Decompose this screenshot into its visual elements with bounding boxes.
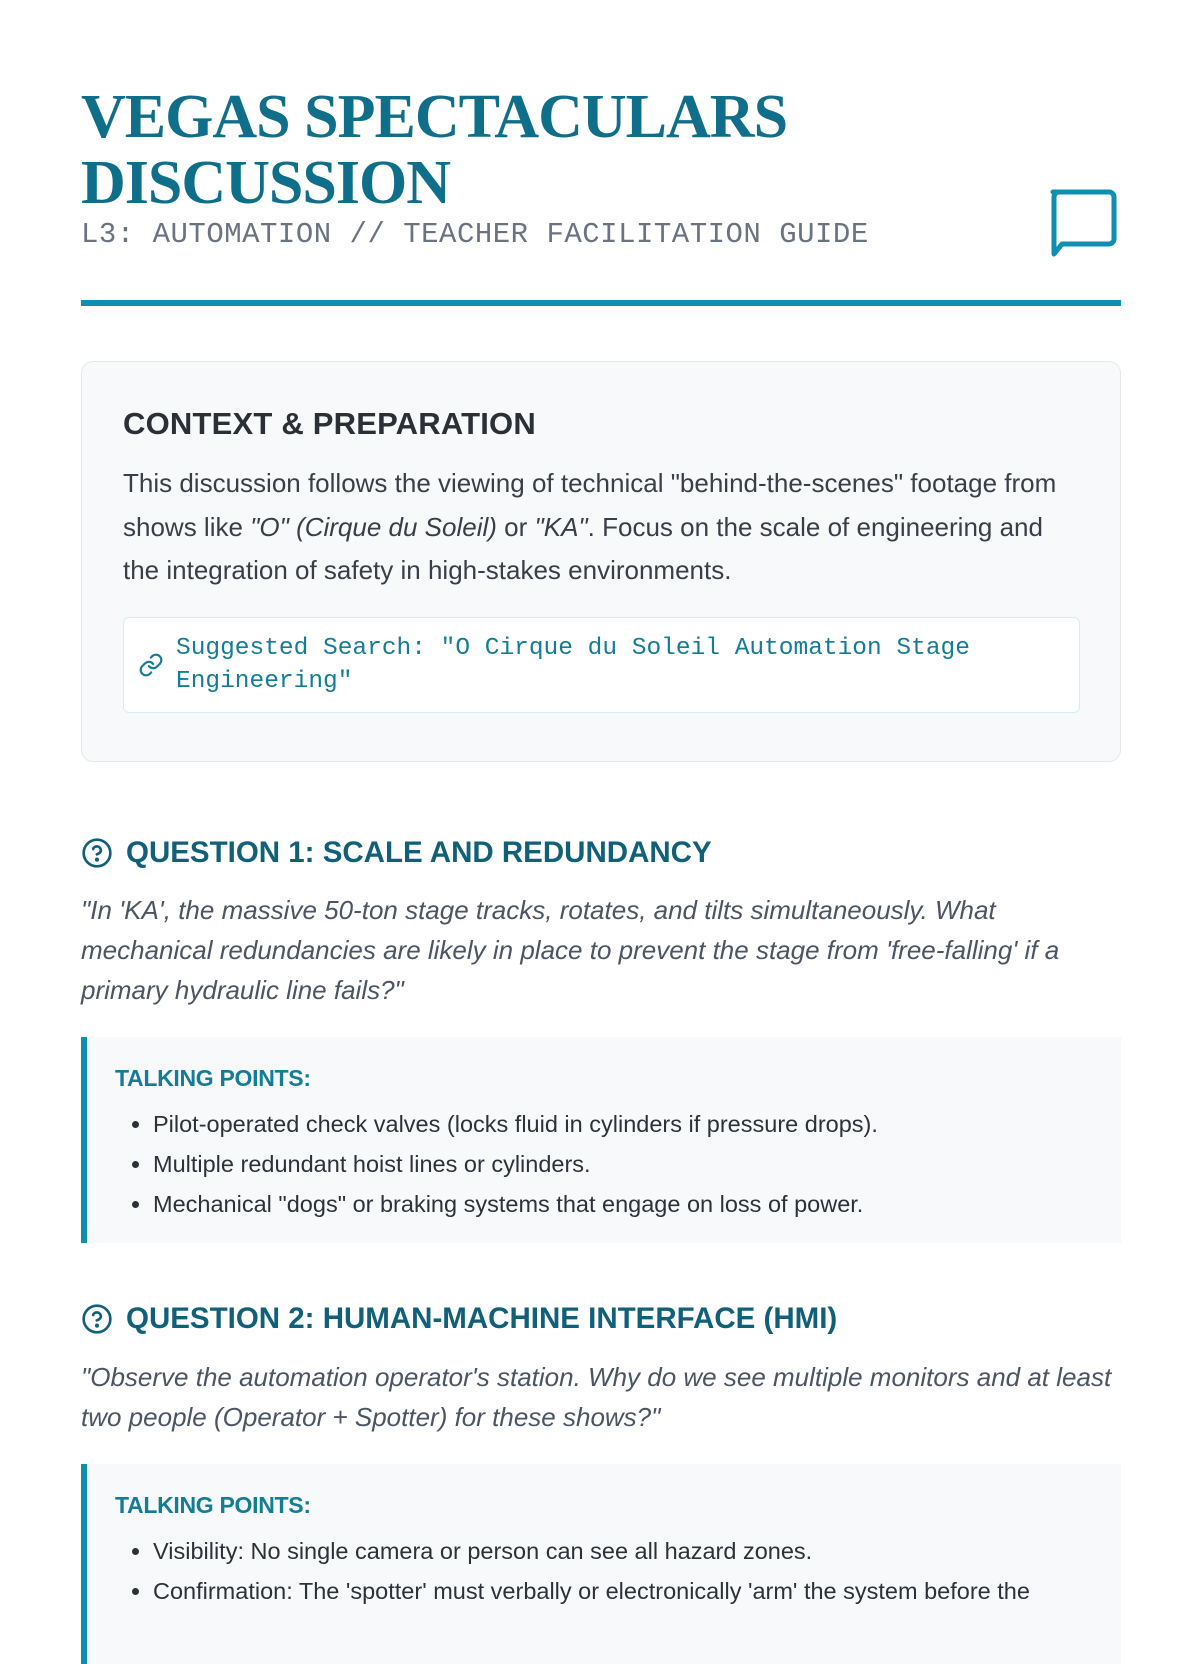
context-text: This discussion follows the viewing of technical "behind-the-scenes" footage from shows like [123, 468, 1057, 542]
talking-points-2 [81, 1464, 1121, 1664]
question-1-heading [81, 836, 712, 870]
question-title: QUESTION 1: SCALE AND REDUNDANCY [126, 836, 712, 869]
page [81, 0, 1121, 1604]
question-2-text: "Observe the automation operator's station. Why do we see multiple monitors and at least two people (Operator + Spotter) for these shows?" [81, 1362, 1112, 1432]
page-title [81, 84, 1121, 216]
context-card [81, 361, 1121, 762]
link-icon [138, 652, 164, 678]
context-text: . Focus on the scale of engineering and the integration of safety in high-stakes environments. [123, 511, 1043, 585]
list-item: • Pilot-operated check valves (locks fluid in cylinders if pressure drops). [153, 1104, 1091, 1144]
talking-points-label: TALKING POINTS: [115, 1492, 311, 1518]
talking-points-label: TALKING POINTS: [115, 1065, 311, 1091]
title-line-1: VEGAS SPECTACULARS [81, 83, 788, 151]
question-1-text: "In 'KA', the massive 50-ton stage tracks, rotates, and tilts simultaneously. What mechanical redundancies are likely in place to prevent the stage from 'free-falling' if a primary hydraulic line fails?" [81, 895, 1060, 1005]
chat-bubble-icon [1047, 188, 1119, 258]
page-subtitle: L3: AUTOMATION // TEACHER FACILITATION GUIDE [81, 218, 869, 251]
list-item: • Confirmation: The 'spotter' must verbally or electronically 'arm' the system before the [153, 1571, 1091, 1611]
context-paragraph [123, 462, 1080, 593]
list-item: • Mechanical "dogs" or braking systems that engage on loss of power. [153, 1184, 1091, 1224]
question-circle-icon [81, 837, 113, 869]
suggested-search[interactable] [123, 617, 1080, 713]
show-name: "KA" [534, 511, 588, 542]
context-text: or [496, 511, 535, 542]
title-line-2: DISCUSSION [81, 149, 451, 217]
question-2-heading [81, 1302, 837, 1336]
list-item: • Visibility: No single camera or person can see all hazard zones. [153, 1531, 1091, 1571]
show-name: "O" (Cirque du Soleil) [250, 511, 497, 542]
list-item: • Multiple redundant hoist lines or cylinders. [153, 1144, 1091, 1184]
talking-points-1 [81, 1037, 1121, 1243]
question-circle-icon [81, 1303, 113, 1335]
suggested-search-text: Suggested Search: "O Cirque du Soleil Automation Stage Engineering" [176, 634, 970, 695]
context-heading: CONTEXT & PREPARATION [123, 406, 536, 441]
talking-points-list [115, 1104, 1091, 1224]
header [81, 0, 1121, 306]
question-title: QUESTION 2: HUMAN-MACHINE INTERFACE (HMI) [126, 1302, 838, 1335]
talking-points-list [115, 1531, 1091, 1611]
